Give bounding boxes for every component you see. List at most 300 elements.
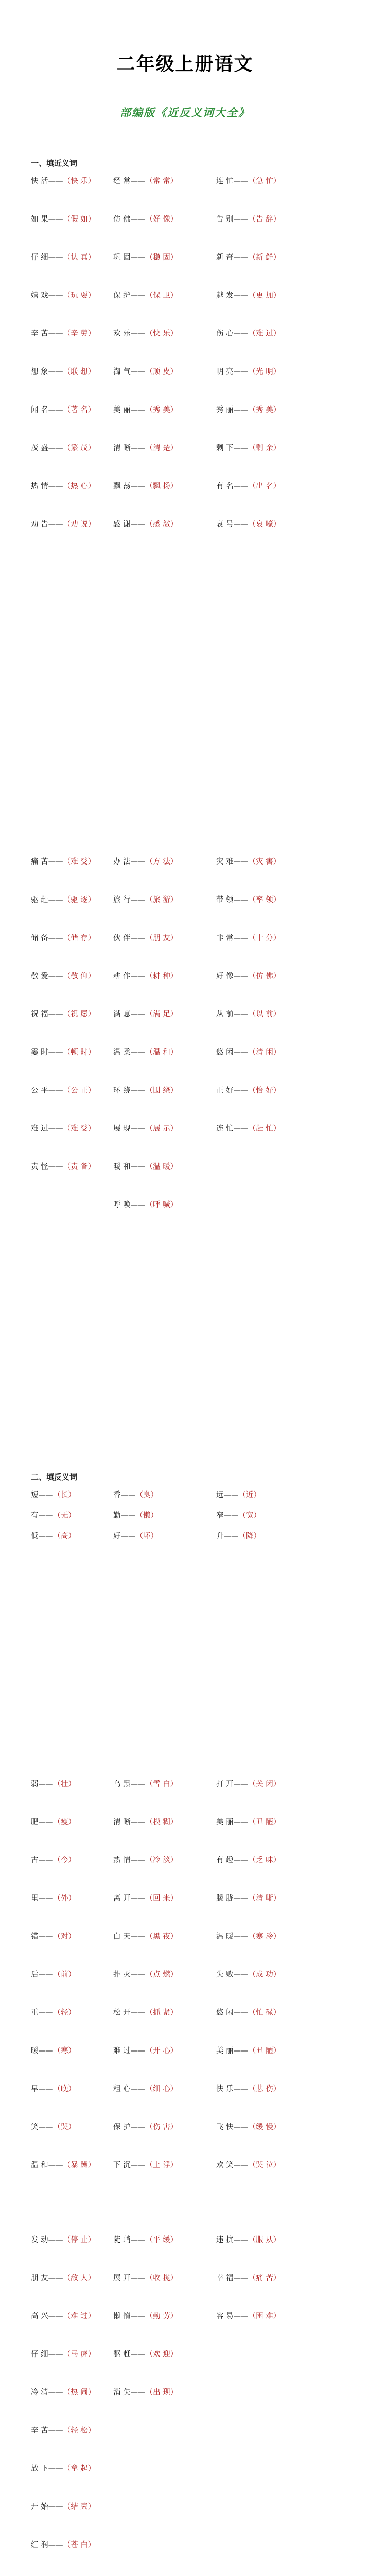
answer: 平 缓 — [153, 2236, 170, 2244]
word: 哀 号 — [216, 520, 234, 529]
word: 巩 固 — [113, 253, 131, 262]
answer: 抓 紧 — [153, 2009, 170, 2017]
dash-connector: —— — [38, 1894, 54, 1903]
dash-connector: —— — [233, 292, 249, 300]
dash-connector: —— — [233, 1087, 249, 1095]
word-pair — [216, 1527, 319, 1547]
open-paren: （ — [135, 1491, 143, 1499]
answer: 寒 — [61, 2047, 68, 2055]
word-pair — [216, 1486, 319, 1505]
word: 从 前 — [216, 1010, 234, 1019]
word-pair — [31, 515, 113, 552]
answer: 轻 松 — [71, 2427, 88, 2435]
dash-connector: —— — [120, 1512, 136, 1520]
dash-connector: —— — [48, 1010, 63, 1019]
open-paren: （ — [63, 2388, 71, 2397]
open-paren: （ — [248, 2274, 256, 2282]
dash-connector: —— — [233, 2009, 249, 2017]
open-paren: （ — [145, 2009, 153, 2017]
word-pair — [216, 2460, 319, 2497]
open-paren: （ — [53, 1532, 61, 1540]
dash-connector: —— — [130, 1010, 146, 1019]
word: 朋 友 — [31, 2274, 48, 2282]
open-paren: （ — [248, 934, 256, 942]
dash-connector: —— — [38, 1780, 54, 1788]
dash-connector: —— — [233, 215, 249, 224]
open-paren: （ — [63, 482, 71, 490]
word: 松 开 — [113, 2009, 131, 2017]
answer: 温 和 — [153, 1048, 170, 1057]
word-pair — [216, 2383, 319, 2420]
word: 热 情 — [31, 482, 48, 490]
word-pair — [31, 1851, 113, 1888]
word: 美 丽 — [216, 1818, 234, 1826]
close-paren: ） — [87, 934, 96, 942]
close-paren: ） — [150, 1512, 158, 1520]
word: 嬉 戏 — [31, 292, 48, 300]
answer: 十 分 — [256, 934, 273, 942]
word: 离 开 — [113, 1894, 131, 1903]
word-pair — [113, 477, 216, 514]
dash-connector: —— — [130, 1971, 146, 1979]
close-paren: ） — [170, 1894, 178, 1903]
open-paren: （ — [145, 858, 153, 866]
answer: 勤 劳 — [153, 2312, 170, 2320]
answer: 哭 泣 — [256, 2161, 273, 2170]
open-paren: （ — [248, 2085, 256, 2093]
close-paren: ） — [273, 1048, 281, 1057]
close-paren: ） — [87, 406, 96, 414]
open-paren: （ — [248, 2236, 256, 2244]
close-paren: ） — [273, 1856, 281, 1865]
dash-connector: —— — [48, 2312, 63, 2320]
close-paren: ） — [170, 2123, 178, 2131]
close-paren: ） — [87, 482, 96, 490]
answer: 出 名 — [256, 482, 273, 490]
dash-connector: —— — [48, 215, 63, 224]
close-paren: ） — [87, 1087, 96, 1095]
dash-connector: —— — [48, 520, 63, 529]
word-pair — [113, 1081, 216, 1118]
word: 冷 清 — [31, 2388, 48, 2397]
answer: 光 明 — [256, 368, 273, 376]
close-paren: ） — [273, 177, 281, 185]
answer: 对 — [61, 1933, 68, 1941]
antonym-list-2 — [31, 1775, 350, 2193]
dash-connector: —— — [38, 1818, 54, 1826]
word-pair — [216, 929, 319, 966]
open-paren: （ — [248, 1856, 256, 1865]
dash-connector: —— — [130, 215, 146, 224]
dash-connector: —— — [233, 2312, 249, 2320]
answer: 满 足 — [153, 1010, 170, 1019]
close-paren: ） — [87, 2541, 96, 2549]
dash-connector: —— — [130, 1818, 146, 1826]
word-pair — [216, 2118, 319, 2155]
word: 热 情 — [113, 1856, 131, 1865]
dash-connector: —— — [233, 2161, 249, 2170]
answer: 忙 碌 — [256, 2009, 273, 2017]
dash-connector: —— — [120, 1491, 136, 1499]
word-pair — [31, 248, 113, 285]
dash-connector: —— — [38, 1933, 54, 1941]
open-paren: （ — [145, 2350, 153, 2359]
open-paren: （ — [145, 1163, 153, 1171]
word: 欢 乐 — [113, 330, 131, 338]
word-pair — [113, 363, 216, 400]
open-paren: （ — [145, 1780, 153, 1788]
answer: 展 示 — [153, 1125, 170, 1133]
answer: 瘦 — [61, 1818, 68, 1826]
word: 暖 和 — [113, 1163, 131, 1171]
dash-connector: —— — [120, 1532, 136, 1540]
close-paren: ） — [170, 330, 178, 338]
word: 乌 黑 — [113, 1780, 131, 1788]
word: 里 — [31, 1894, 39, 1903]
word-pair — [31, 1813, 113, 1850]
open-paren: （ — [248, 482, 256, 490]
answer: 感 激 — [153, 520, 170, 529]
close-paren: ） — [68, 2047, 76, 2055]
answer: 热 闹 — [71, 2388, 88, 2397]
word: 红 润 — [31, 2541, 48, 2549]
answer: 宽 — [246, 1512, 254, 1520]
open-paren: （ — [63, 444, 71, 452]
word: 幸 福 — [216, 2274, 234, 2282]
open-paren: （ — [238, 1512, 246, 1520]
word-pair — [113, 1889, 216, 1926]
close-paren: ） — [68, 2009, 76, 2017]
answer: 急 忙 — [256, 177, 273, 185]
dash-connector: —— — [233, 858, 249, 866]
answer: 责 备 — [71, 1163, 88, 1171]
close-paren: ） — [170, 2388, 178, 2397]
word: 痛 苦 — [31, 858, 48, 866]
word: 茂 盛 — [31, 444, 48, 452]
close-paren: ） — [87, 1125, 96, 1133]
dash-connector: —— — [130, 368, 146, 376]
dash-connector: —— — [38, 2123, 54, 2131]
dash-connector: —— — [48, 2503, 63, 2511]
word-pair — [113, 2042, 216, 2079]
answer: 壮 — [61, 1780, 68, 1788]
answer: 降 — [246, 1532, 254, 1540]
open-paren: （ — [248, 330, 256, 338]
word: 越 发 — [216, 292, 234, 300]
answer: 高 — [61, 1532, 68, 1540]
word-pair — [216, 891, 319, 928]
dash-connector: —— — [130, 1048, 146, 1057]
antonym-section-continued-2 — [31, 2231, 350, 2573]
close-paren: ） — [273, 1780, 281, 1788]
close-paren: ） — [87, 972, 96, 980]
dash-connector: —— — [130, 2350, 146, 2359]
open-paren: （ — [63, 292, 71, 300]
word-pair — [31, 1120, 113, 1157]
word-pair — [31, 2156, 113, 2193]
word-pair — [113, 1927, 216, 1964]
dash-connector: —— — [38, 2085, 54, 2093]
word: 有 趣 — [216, 1856, 234, 1865]
word: 高 兴 — [31, 2312, 48, 2320]
word-pair — [216, 1965, 319, 2003]
dash-connector: —— — [48, 2427, 63, 2435]
word-pair — [31, 1506, 113, 1526]
close-paren: ） — [273, 896, 281, 904]
word: 悠 闲 — [216, 2009, 234, 2017]
word: 秀 丽 — [216, 406, 234, 414]
word: 粗 心 — [113, 2085, 131, 2093]
word-pair — [31, 2307, 113, 2344]
answer: 好 像 — [153, 215, 170, 224]
word-pair — [113, 1813, 216, 1850]
open-paren: （ — [248, 858, 256, 866]
answer: 祝 愿 — [71, 1010, 88, 1019]
open-paren: （ — [145, 2236, 153, 2244]
word-pair — [113, 2080, 216, 2117]
close-paren: ） — [273, 2161, 281, 2170]
open-paren: （ — [63, 896, 71, 904]
word: 满 意 — [113, 1010, 131, 1019]
synonym-list-1 — [31, 172, 350, 552]
answer: 更 加 — [256, 292, 273, 300]
word: 连 忙 — [216, 1125, 234, 1133]
open-paren: （ — [53, 1933, 61, 1941]
word: 香 — [113, 1491, 121, 1499]
answer: 痛 苦 — [256, 2274, 273, 2282]
dash-connector: —— — [38, 2009, 54, 2017]
dash-connector: —— — [48, 292, 63, 300]
answer: 以 前 — [256, 1010, 273, 1019]
close-paren: ） — [87, 858, 96, 866]
open-paren: （ — [63, 2312, 71, 2320]
open-paren: （ — [145, 520, 153, 529]
word: 驱 赶 — [113, 2350, 131, 2359]
open-paren: （ — [63, 2236, 71, 2244]
answer: 清 晰 — [256, 1894, 273, 1903]
dash-connector: —— — [233, 520, 249, 529]
word: 伤 心 — [216, 330, 234, 338]
word-pair — [216, 2498, 319, 2535]
dash-connector: —— — [130, 444, 146, 452]
dash-connector: —— — [48, 482, 63, 490]
close-paren: ） — [170, 1971, 178, 1979]
word: 正 好 — [216, 1087, 234, 1095]
word-pair — [31, 2460, 113, 2497]
word: 劝 告 — [31, 520, 48, 529]
dash-connector: —— — [48, 934, 63, 942]
word-pair — [113, 2498, 216, 2535]
answer: 敬 仰 — [71, 972, 88, 980]
dash-connector: —— — [233, 482, 249, 490]
word: 短 — [31, 1491, 39, 1499]
close-paren: ） — [68, 1818, 76, 1826]
open-paren: （ — [248, 444, 256, 452]
close-paren: ） — [87, 2236, 96, 2244]
answer: 哭 — [61, 2123, 68, 2131]
word-pair — [31, 325, 113, 362]
word: 有 名 — [216, 482, 234, 490]
dash-connector: —— — [48, 2465, 63, 2473]
word-pair — [31, 2231, 113, 2268]
close-paren: ） — [273, 520, 281, 529]
word: 飘 荡 — [113, 482, 131, 490]
word: 温 和 — [31, 2161, 48, 2170]
close-paren: ） — [170, 2236, 178, 2244]
open-paren: （ — [63, 2503, 71, 2511]
answer: 顿 时 — [71, 1048, 88, 1057]
word-pair — [31, 172, 113, 209]
close-paren: ） — [170, 1933, 178, 1941]
open-paren: （ — [248, 896, 256, 904]
word-pair — [31, 967, 113, 1004]
close-paren: ） — [170, 2085, 178, 2093]
word: 消 失 — [113, 2388, 131, 2397]
answer: 丑 陋 — [256, 2047, 273, 2055]
close-paren: ） — [273, 2085, 281, 2093]
antonym-list-3 — [31, 2231, 350, 2573]
close-paren: ） — [170, 2312, 178, 2320]
open-paren: （ — [145, 406, 153, 414]
word-pair — [31, 1486, 113, 1505]
dash-connector: —— — [233, 2123, 249, 2131]
dash-connector: —— — [233, 1818, 249, 1826]
answer: 清 楚 — [153, 444, 170, 452]
open-paren: （ — [145, 2274, 153, 2282]
close-paren: ） — [170, 520, 178, 529]
answer: 收 拢 — [153, 2274, 170, 2282]
open-paren: （ — [145, 215, 153, 224]
answer: 马 虎 — [71, 2350, 88, 2359]
open-paren: （ — [248, 1010, 256, 1019]
dash-connector: —— — [130, 1856, 146, 1865]
dash-connector: —— — [38, 2047, 54, 2055]
page-subtitle: 部编版《近反义词大全》 — [120, 107, 250, 119]
word-pair — [216, 1506, 319, 1526]
word: 伙 伴 — [113, 934, 131, 942]
dash-connector: —— — [130, 1894, 146, 1903]
answer: 快 乐 — [153, 330, 170, 338]
answer: 著 名 — [71, 406, 88, 414]
word-pair — [216, 172, 319, 209]
close-paren: ） — [170, 858, 178, 866]
open-paren: （ — [63, 1125, 71, 1133]
word-pair — [113, 1527, 216, 1547]
synonym-section-continued — [31, 853, 350, 1233]
open-paren: （ — [53, 1971, 61, 1979]
dash-connector: —— — [130, 2085, 146, 2093]
close-paren: ） — [170, 1010, 178, 1019]
word: 责 怪 — [31, 1163, 48, 1171]
open-paren: （ — [145, 1818, 153, 1826]
word: 陡 峭 — [113, 2236, 131, 2244]
dash-connector: —— — [233, 934, 249, 942]
open-paren: （ — [248, 1971, 256, 1979]
answer: 快 乐 — [71, 177, 88, 185]
word-pair — [31, 853, 113, 890]
dash-connector: —— — [130, 1780, 146, 1788]
word: 快 活 — [31, 177, 48, 185]
word: 悠 闲 — [216, 1048, 234, 1057]
answer: 今 — [61, 1856, 68, 1865]
open-paren: （ — [248, 2123, 256, 2131]
word: 好 — [113, 1532, 121, 1540]
answer: 成 功 — [256, 1971, 273, 1979]
close-paren: ） — [170, 177, 178, 185]
word: 经 常 — [113, 177, 131, 185]
antonym-list-1 — [31, 1486, 350, 1547]
open-paren: （ — [53, 1780, 61, 1788]
open-paren: （ — [248, 1894, 256, 1903]
word: 展 开 — [113, 2274, 131, 2282]
open-paren: （ — [63, 2541, 71, 2549]
close-paren: ） — [170, 2350, 178, 2359]
answer: 暴 躁 — [71, 2161, 88, 2170]
open-paren: （ — [145, 482, 153, 490]
word: 开 始 — [31, 2503, 48, 2511]
word: 飞 快 — [216, 2123, 234, 2131]
answer: 轻 — [61, 2009, 68, 2017]
close-paren: ） — [170, 444, 178, 452]
close-paren: ） — [273, 934, 281, 942]
word: 想 象 — [31, 368, 48, 376]
answer: 清 闲 — [256, 1048, 273, 1057]
answer: 寒 冷 — [256, 1933, 273, 1941]
answer: 顽 皮 — [153, 368, 170, 376]
word-pair — [113, 1486, 216, 1505]
word: 放 下 — [31, 2465, 48, 2473]
dash-connector: —— — [233, 1125, 249, 1133]
word: 难 过 — [113, 2047, 131, 2055]
dash-connector: —— — [48, 1163, 63, 1171]
answer: 悲 伤 — [256, 2085, 273, 2093]
word: 辛 苦 — [31, 2427, 48, 2435]
dash-connector: —— — [130, 1163, 146, 1171]
close-paren: ） — [87, 2312, 96, 2320]
word-pair — [216, 1196, 319, 1233]
open-paren: （ — [53, 1894, 61, 1903]
word-pair — [31, 477, 113, 514]
word: 旅 行 — [113, 896, 131, 904]
word: 带 领 — [216, 896, 234, 904]
word-pair — [113, 2269, 216, 2306]
word-pair — [113, 2004, 216, 2041]
word-pair — [31, 286, 113, 324]
open-paren: （ — [63, 406, 71, 414]
close-paren: ） — [87, 177, 96, 185]
answer: 晚 — [61, 2085, 68, 2093]
open-paren: （ — [63, 2427, 71, 2435]
word-pair — [31, 2383, 113, 2420]
answer: 新 鲜 — [256, 253, 273, 262]
dash-connector: —— — [130, 406, 146, 414]
word-pair — [31, 1158, 113, 1195]
answer: 旅 游 — [153, 896, 170, 904]
word-pair — [31, 2536, 113, 2573]
answer: 丑 陋 — [256, 1818, 273, 1826]
word-pair — [31, 2004, 113, 2041]
answer: 联 想 — [71, 368, 88, 376]
word-pair — [31, 2498, 113, 2535]
answer: 飘 扬 — [153, 482, 170, 490]
close-paren: ） — [273, 482, 281, 490]
dash-connector: —— — [233, 1971, 249, 1979]
open-paren: （ — [145, 444, 153, 452]
open-paren: （ — [145, 2312, 153, 2320]
close-paren: ） — [273, 1010, 281, 1019]
word-pair — [31, 1927, 113, 1964]
answer: 雪 白 — [153, 1780, 170, 1788]
